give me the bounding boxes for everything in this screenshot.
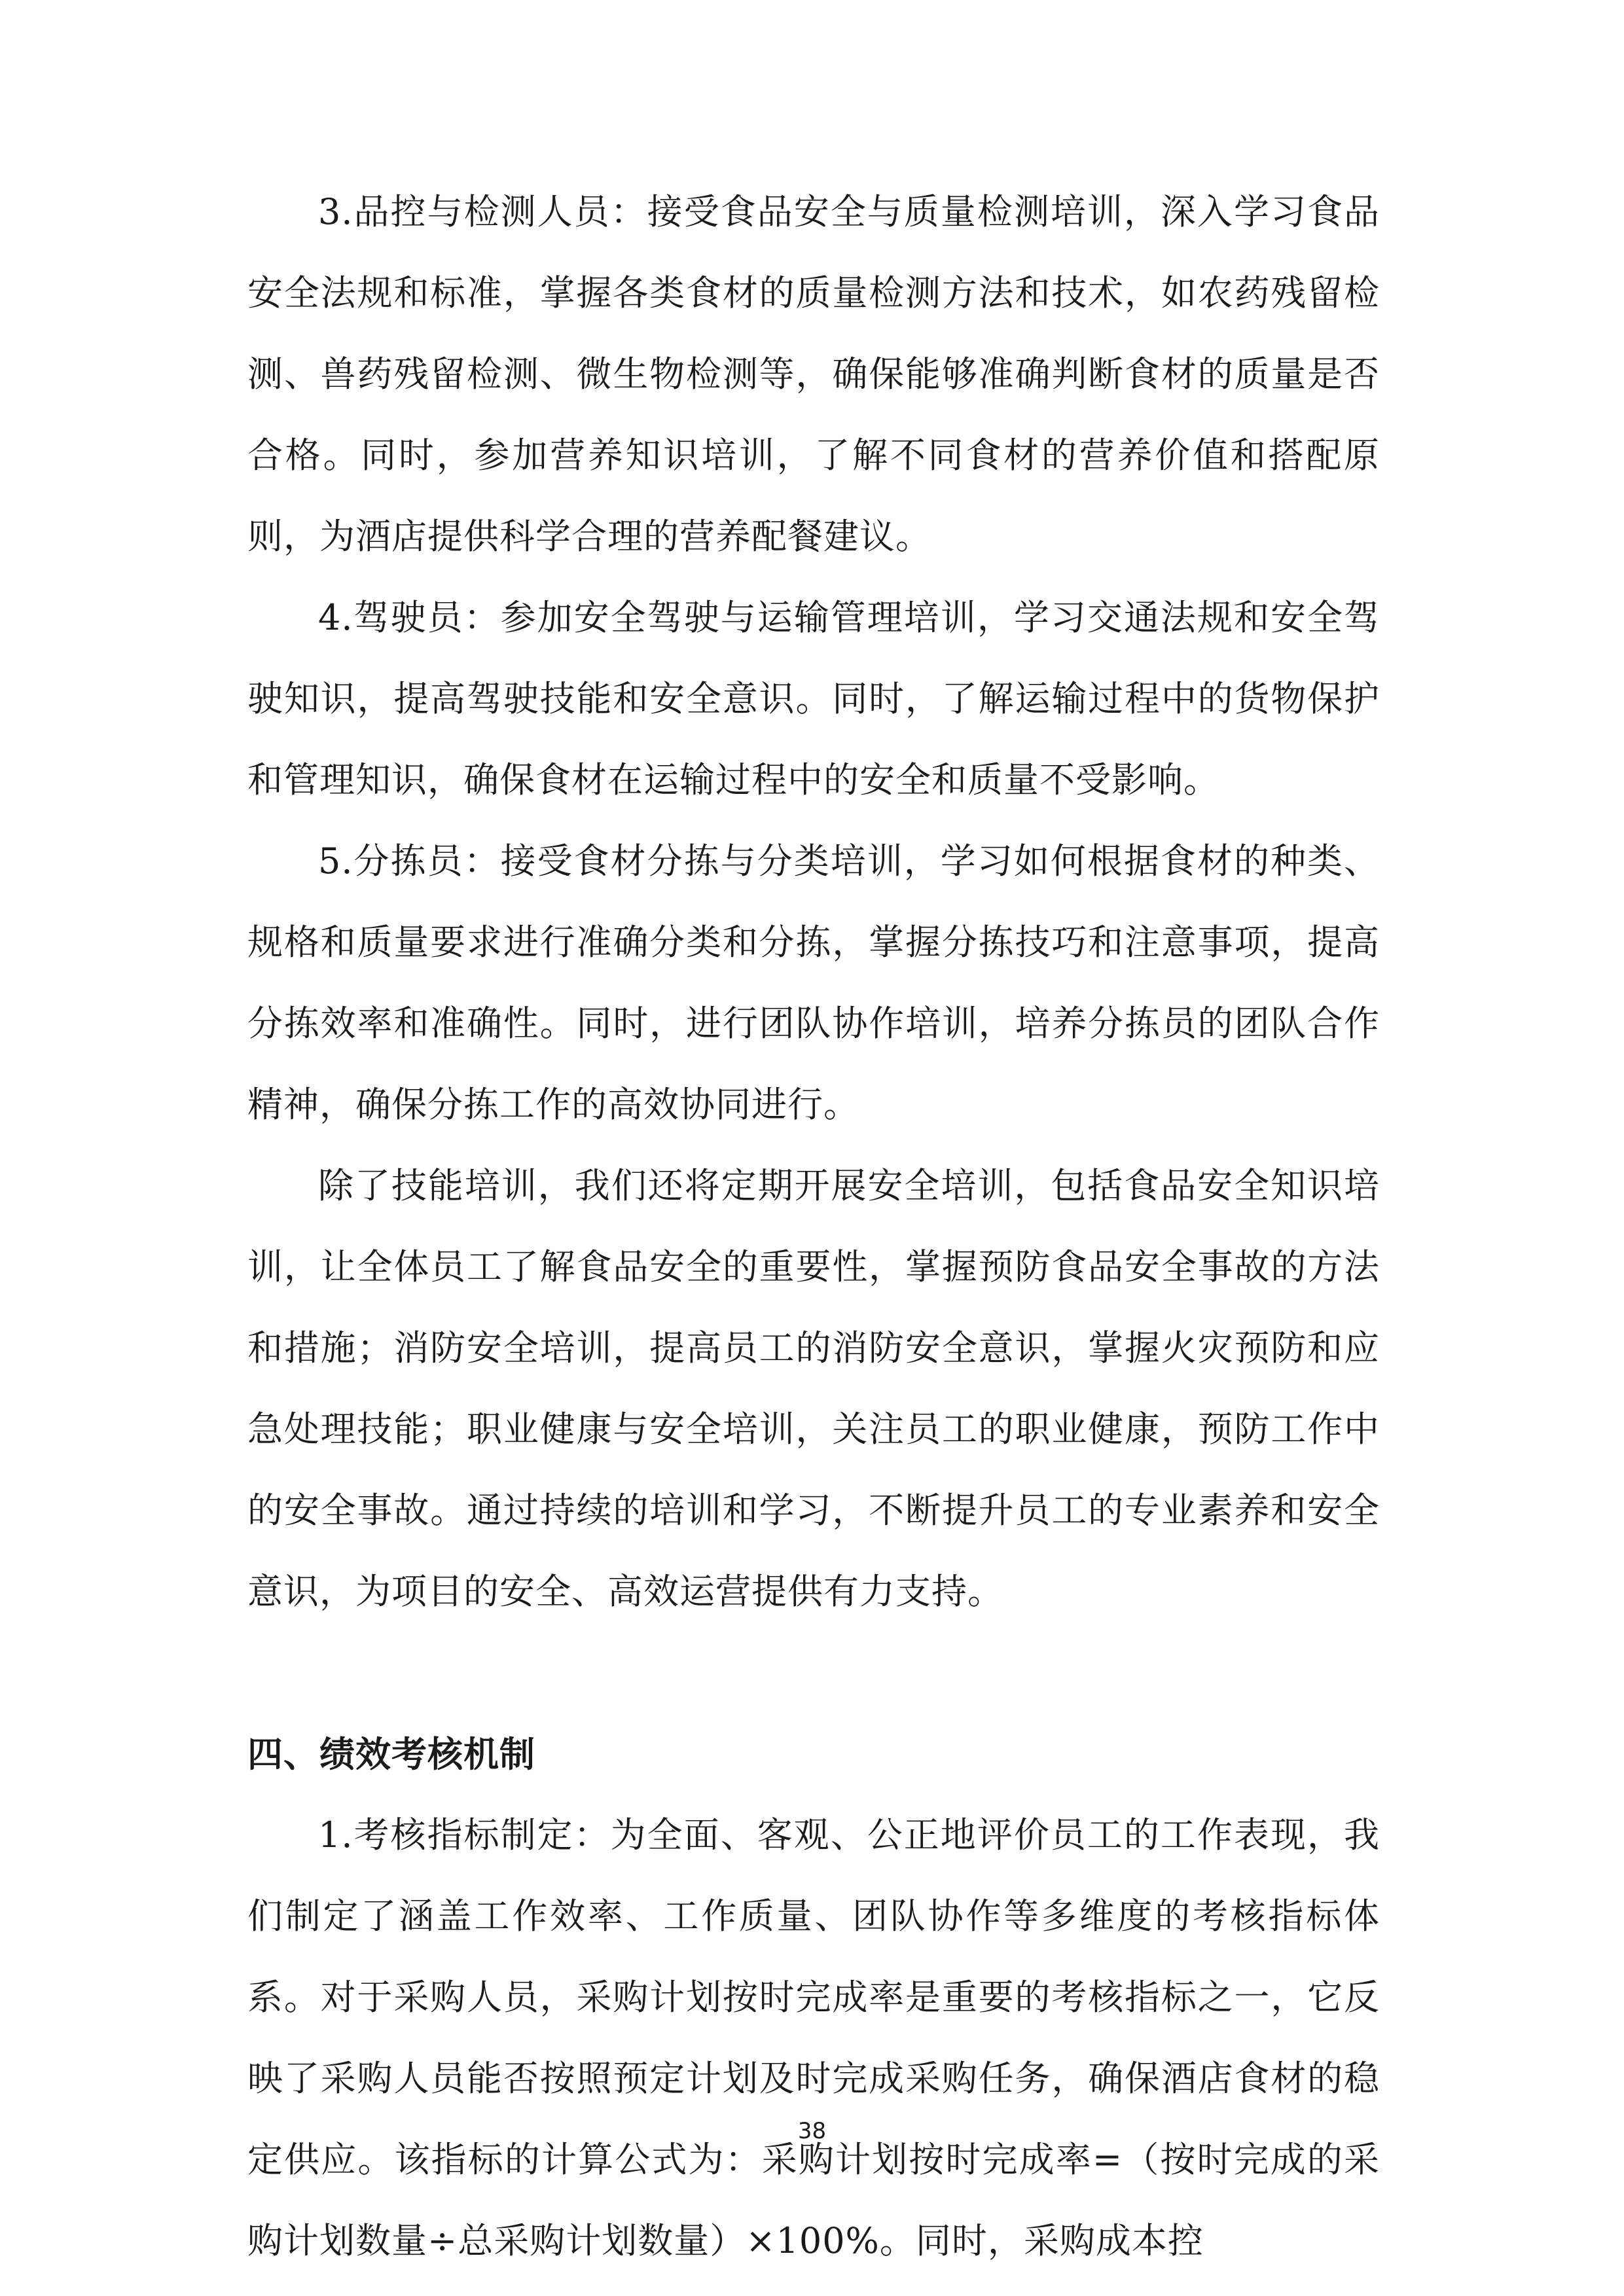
- paragraph-drivers: 4.驾驶员：参加安全驾驶与运输管理培训，学习交通法规和安全驾驶知识，提高驾驶技能和安全意识。同时，了解运输过程中的货物保护和管理知识，确保食材在运输过程中的安全和质量不受影响。: [247, 597, 1380, 800]
- page-number: 38: [797, 2118, 827, 2144]
- section-heading: 四、绩效考核机制: [247, 1733, 535, 1775]
- paragraph-sorters: 5.分拣员：接受食材分拣与分类培训，学习如何根据食材的种类、规格和质量要求进行准确分类和分拣，掌握分拣技巧和注意事项，提高分拣效率和准确性。同时，进行团队协作培训，培养分拣员的团队合作精神，确保分拣工作的高效协同进行。: [247, 840, 1380, 1125]
- paragraph-quality-inspectors: 3.品控与检测人员：接受食品安全与质量检测培训，深入学习食品安全法规和标准，掌握各类食材的质量检测方法和技术，如农药残留检测、兽药残留检测、微生物检测等，确保能够准确判断食材的质量是否合格。同时，参加营养知识培训，了解不同食材的营养价值和搭配原则，为酒店提供科学合理的营养配餐建议。: [247, 191, 1380, 557]
- paragraph-safety-training: 除了技能培训，我们还将定期开展安全培训，包括食品安全知识培训，让全体员工了解食品安全的重要性，掌握预防食品安全事故的方法和措施；消防安全培训，提高员工的消防安全意识，掌握火灾预防和应急处理技能；职业健康与安全培训，关注员工的职业健康，预防工作中的安全事故。通过持续的培训和学习，不断提升员工的专业素养和安全意识，为项目的安全、高效运营提供有力支持。: [247, 1165, 1380, 1612]
- document-body: [247, 171, 1380, 2282]
- paragraph-assessment-indicators: 1.考核指标制定：为全面、客观、公正地评价员工的工作表现，我们制定了涵盖工作效率、工作质量、团队协作等多维度的考核指标体系。对于采购人员，采购计划按时完成率是重要的考核指标之一，它反映了采购人员能否按照预定计划及时完成采购任务，确保酒店食材的稳定供应。该指标的计算公式为：采购计划按时完成率=（按时完成的采购计划数量÷总采购计划数量）×100%。同时，采购成本控: [247, 1814, 1380, 2261]
